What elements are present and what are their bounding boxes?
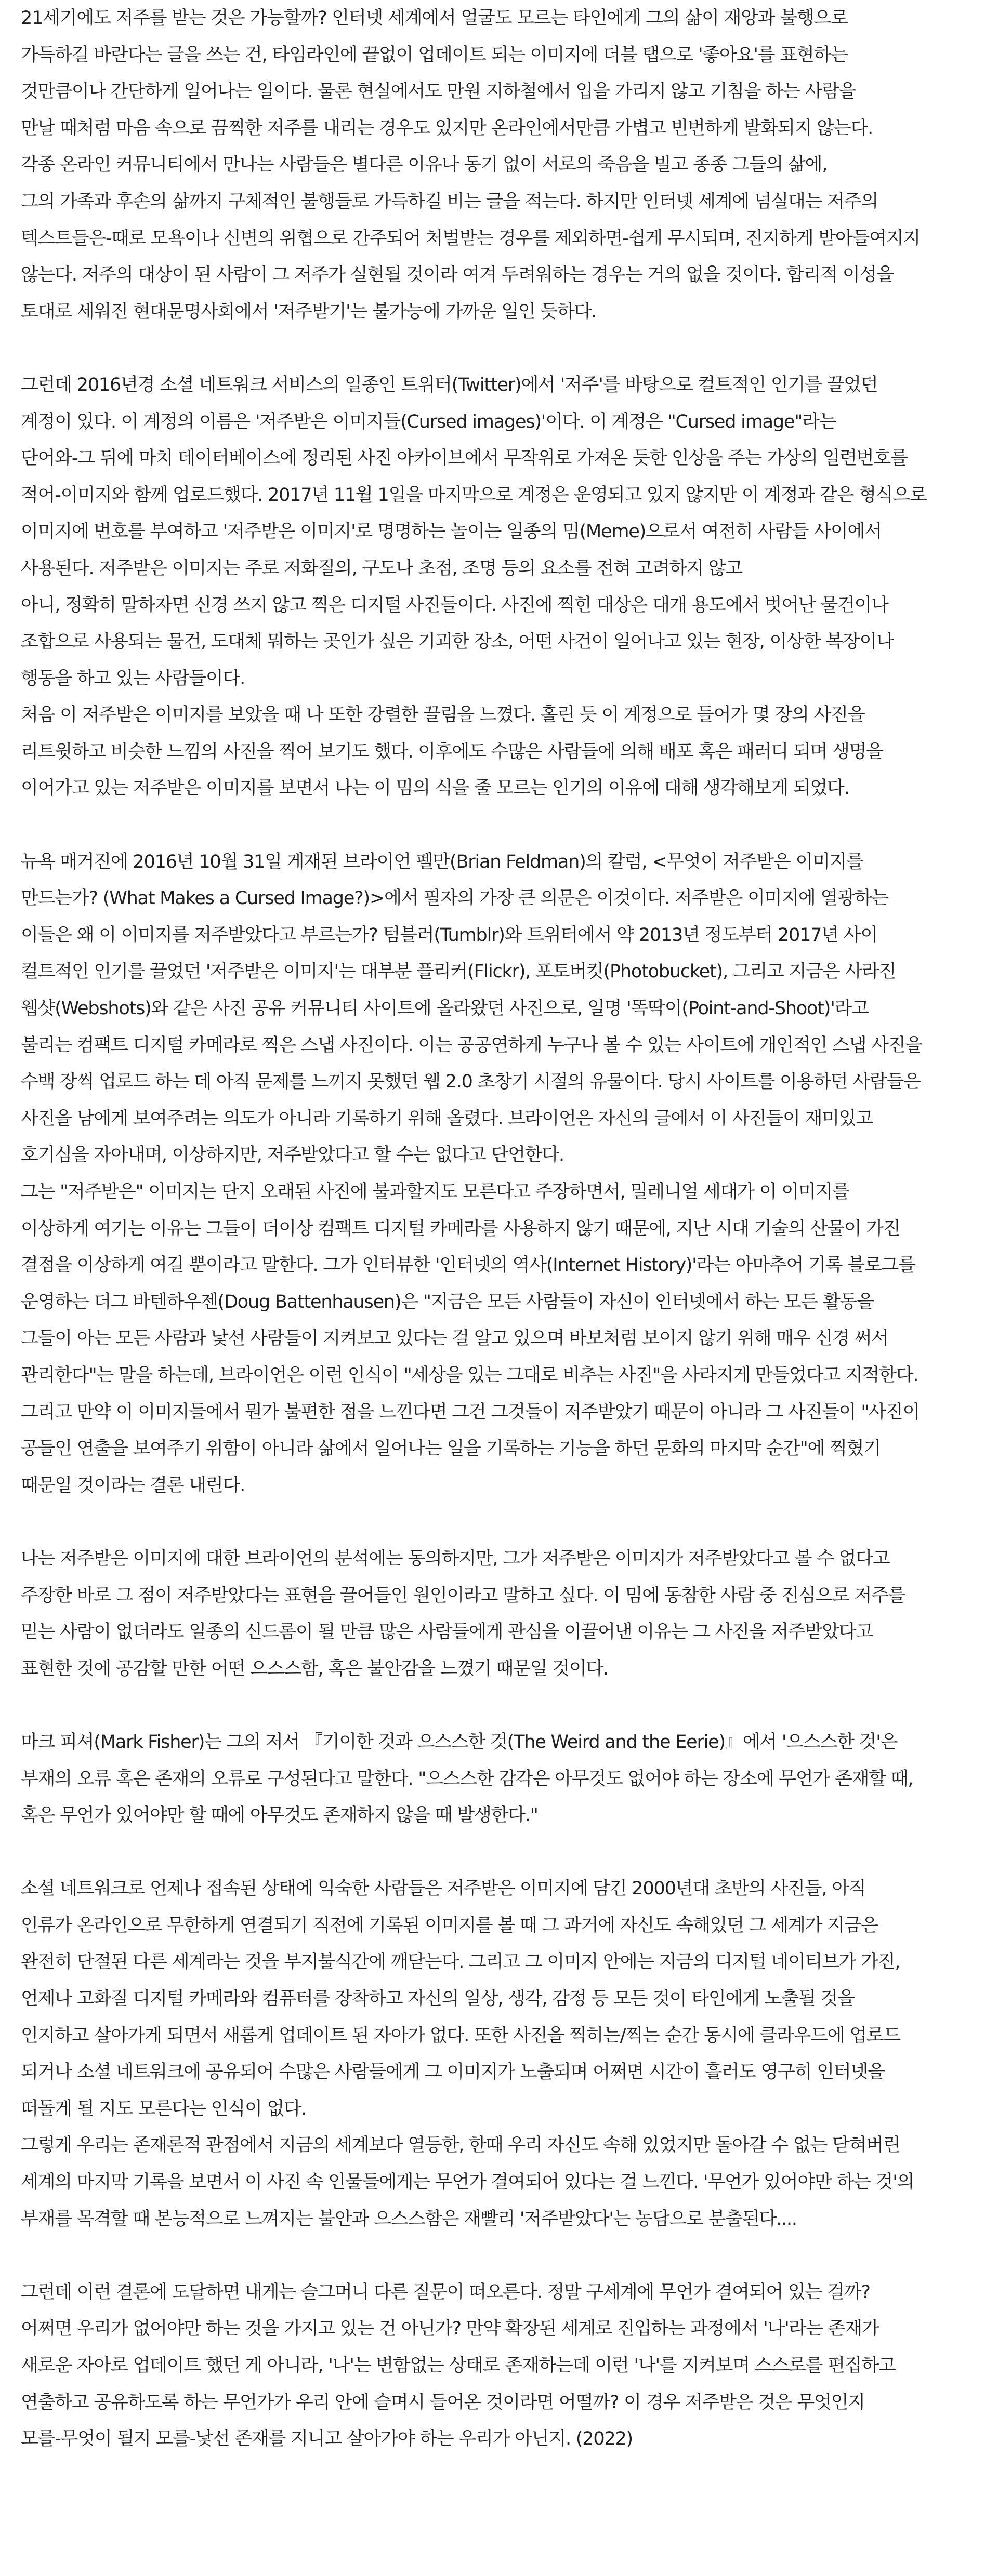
essay-paragraph-7: 그런데 이런 결론에 도달하면 내게는 슬그머니 다른 질문이 떠오른다. 정말 구세계에 무언가 결여되어 있는 걸까? 어쩌면 우리가 없어야만 하는 것을 가지고 있는 건 아닌가? 만약 확장된 세계로 진입하는 과정에서 '나'라는 존재가 새로운 자아로 업데이트 했던 게 아니라, '나'는 변함없는 상태로 존재하는데 이런 '나'를 지켜보며 스스로를 편집하고 연출하고 공유하도록 하는 무언가가 우리 안에 슬며시 들어온 것이라면 어떨까? 이 경우 저주받은 것은 무엇인지 모를-무엇이 될지 모를-낯선 존재를 지니고 살아가야 하는 우리가 아닌지. (2022)	[21, 2281, 896, 2450]
essay-paragraph-4: 나는 저주받은 이미지에 대한 브라이언의 분석에는 동의하지만, 그가 저주받은 이미지가 저주받았다고 볼 수 없다고 주장한 바로 그 점이 저주받았다는 표현을 끌어들인 원인이라고 말하고 싶다. 이 밈에 동참한 사람 중 진심으로 저주를 믿는 사람이 없더라도 일종의 신드롬이 될 만큼 많은 사람들에게 관심을 이끌어낸 이유는 그 사진을 저주받았다고 표현한 것에 공감할 만한 어떤 으스스함, 혹은 불안감을 느꼈기 때문일 것이다.	[21, 1548, 905, 1679]
essay-paragraph-3: 뉴욕 매거진에 2016년 10월 31일 게재된 브라이언 펠만(Brian Feldman)의 칼럼, <무엇이 저주받은 이미지를 만드는가? (What Makes a Cursed Image?)>에서 필자의 가장 큰 의문은 이것이다. 저주받은 이미지에 열광하는 이들은 왜 이 이미지를 저주받았다고 부르는가? 텀블러(Tumblr)와 트위터에서 약 2013년 정도부터 2017년 사이 컬트적인 인기를 끌었던 '저주받은 이미지'는 대부분 플리커(Flickr), 포토버킷(Photobucket), 그리고 지금은 사라진 웹샷(Webshots)와 같은 사진 공유 커뮤니티 사이트에 올라왔던 사진으로, 일명 '똑딱이(Point-and-Shoot)'라고 불리는 컴팩트 디지털 카메라로 찍은 스냅 사진이다. 이는 공공연하게 누구나 볼 수 있는 사이트에 개인적인 스냅 사진을 수백 장씩 업로드 하는 데 아직 문제를 느끼지 못했던 웹 2.0 초창기 시절의 유물이다. 당시 사이트를 이용하던 사람들은 사진을 남에게 보여주려는 의도가 아니라 기록하기 위해 올렸다. 브라이언은 자신의 글에서 이 사진들이 재미있고 호기심을 자아내며, 이상하지만, 저주받았다고 할 수는 없다고 단언한다. 그는 "저주받은" 이미지는 단지 오래된 사진에 불과할지도 모른다고 주장하면서, 밀레니얼 세대가 이 이미지를 이상하게 여기는 이유는 그들이 더이상 컴팩트 디지털 카메라를 사용하지 않기 때문에, 지난 시대 기술의 산물이 가진 결점을 이상하게 여길 뿐이라고 말한다. 그가 인터뷰한 '인터넷의 역사(Internet History)'라는 아마추어 기록 블로그를 운영하는 더그 바텐하우젠(Doug Battenhausen)은 "지금은 모든 사람들이 자신이 인터넷에서 하는 모든 활동을 그들이 아는 모든 사람과 낯선 사람들이 지켜보고 있다는 걸 알고 있으며 바보처럼 보이지 않기 위해 매우 신경 써서 관리한다"는 말을 하는데, 브라이언은 이런 인식이 "세상을 있는 그대로 비추는 사진"을 사라지게 만들었다고 지적한다. 그리고 만약 이 이미지들에서 뭔가 불편한 점을 느낀다면 그건 그것들이 저주받았기 때문이 아니라 그 사진들이 "사진이 공들인 연출을 보여주기 위함이 아니라 삶에서 일어나는 일을 기록하는 기능을 하던 문화의 마지막 순간"에 찍혔기 때문일 것이라는 결론 내린다.	[21, 851, 923, 1496]
essay-body	[21, 0, 988, 2458]
paragraph-spacer	[21, 330, 988, 367]
paragraph-spacer	[21, 1504, 988, 1541]
essay-paragraph-5: 마크 피셔(Mark Fisher)는 그의 저서 『기이한 것과 으스스한 것(The Weird and the Eerie)』에서 '으스스한 것'은 부재의 오류 혹은 존재의 오류로 구성된다고 말한다. "으스스한 감각은 아무것도 없어야 하는 장소에 무언가 존재할 때, 혹은 무언가 있어야만 할 때에 아무것도 존재하지 않을 때 발생한다."	[21, 1731, 913, 1826]
paragraph-spacer	[21, 1687, 988, 1724]
paragraph-spacer	[21, 2237, 988, 2274]
essay-paragraph-1: 21세기에도 저주를 받는 것은 가능할까? 인터넷 세계에서 얼굴도 모르는 타인에게 그의 삶이 재앙과 불행으로 가득하길 바란다는 글을 쓰는 건, 타임라인에 끝없이 업데이트 되는 이미지에 더블 탭으로 '좋아요'를 표현하는 것만큼이나 간단하게 일어나는 일이다. 물론 현실에서도 만원 지하철에서 입을 가리지 않고 기침을 하는 사람을 만날 때처럼 마음 속으로 끔찍한 저주를 내리는 경우도 있지만 온라인에서만큼 가볍고 빈번하게 발화되지 않는다. 각종 온라인 커뮤니티에서 만나는 사람들은 별다른 이유나 동기 없이 서로의 죽음을 빌고 종종 그들의 삶에, 그의 가족과 후손의 삶까지 구체적인 불행들로 가득하길 비는 글을 적는다. 하지만 인터넷 세계에 넘실대는 저주의 텍스트들은-때로 모욕이나 신변의 위협으로 간주되어 처벌받는 경우를 제외하면-쉽게 무시되며, 진지하게 받아들여지지 않는다. 저주의 대상이 된 사람이 그 저주가 실현될 것이라 여겨 두려워하는 경우는 거의 없을 것이다. 합리적 이성을 토대로 세워진 현대문명사회에서 '저주받기'는 불가능에 가까운 일인 듯하다.	[21, 8, 920, 322]
essay-paragraph-2: 그런데 2016년경 소셜 네트워크 서비스의 일종인 트위터(Twitter)에서 '저주'를 바탕으로 컬트적인 인기를 끌었던 계정이 있다. 이 계정의 이름은 '저주받은 이미지들(Cursed images)'이다. 이 계정은 "Cursed image"라는 단어와-그 뒤에 마치 데이터베이스에 정리된 사진 아카이브에서 무작위로 가져온 듯한 인상을 주는 가상의 일련번호를 적어-이미지와 함께 업로드했다. 2017년 11월 1일을 마지막으로 계정은 운영되고 있지 않지만 이 계정과 같은 형식으로 이미지에 번호를 부여하고 '저주받은 이미지'로 명명하는 놀이는 일종의 밈(Meme)으로서 여전히 사람들 사이에서 사용된다. 저주받은 이미지는 주로 저화질의, 구도나 초점, 조명 등의 요소를 전혀 고려하지 않고 아니, 정확히 말하자면 신경 쓰지 않고 찍은 디지털 사진들이다. 사진에 찍힌 대상은 대개 용도에서 벗어난 물건이나 조합으로 사용되는 물건, 도대체 뭐하는 곳인가 싶은 기괴한 장소, 어떤 사건이 일어나고 있는 현장, 이상한 복장이나 행동을 하고 있는 사람들이다. 처음 이 저주받은 이미지를 보았을 때 나 또한 강렬한 끌림을 느꼈다. 홀린 듯 이 계정으로 들어가 몇 장의 사진을 리트윗하고 비슷한 느낌의 사진을 찍어 보기도 했다. 이후에도 수많은 사람들에 의해 배포 혹은 패러디 되며 생명을 이어가고 있는 저주받은 이미지를 보면서 나는 이 밈의 식을 줄 모르는 인기의 이유에 대해 생각해보게 되었다.	[21, 374, 927, 799]
essay-paragraph-6: 소셜 네트워크로 언제나 접속된 상태에 익숙한 사람들은 저주받은 이미지에 담긴 2000년대 초반의 사진들, 아직 인류가 온라인으로 무한하게 연결되기 직전에 기록된 이미지를 볼 때 그 과거에 자신도 속해있던 그 세계가 지금은 완전히 단절된 다른 세계라는 것을 부지불식간에 깨닫는다. 그리고 그 이미지 안에는 지금의 디지털 네이티브가 가진, 언제나 고화질 디지털 카메라와 컴퓨터를 장착하고 자신의 일상, 생각, 감정 등 모든 것이 타인에게 노출될 것을 인지하고 살아가게 되면서 새롭게 업데이트 된 자아가 없다. 또한 사진을 찍히는/찍는 순간 동시에 클라우드에 업로드 되거나 소셜 네트워크에 공유되어 수많은 사람들에게 그 이미지가 노출되며 어쩌면 시간이 흘러도 영구히 인터넷을 떠돌게 될 지도 모른다는 인식이 없다. 그렇게 우리는 존재론적 관점에서 지금의 세계보다 열등한, 한때 우리 자신도 속해 있었지만 돌아갈 수 없는 닫혀버린 세계의 마지막 기록을 보면서 이 사진 속 인물들에게는 무언가 결여되어 있다는 걸 느낀다. '무언가 있어야만 하는 것'의 부재를 목격할 때 본능적으로 느껴지는 불안과 으스스함은 재빨리 '저주받았다'는 농담으로 분출된다....	[21, 1878, 914, 2229]
paragraph-spacer	[21, 1834, 988, 1871]
paragraph-spacer	[21, 807, 988, 844]
